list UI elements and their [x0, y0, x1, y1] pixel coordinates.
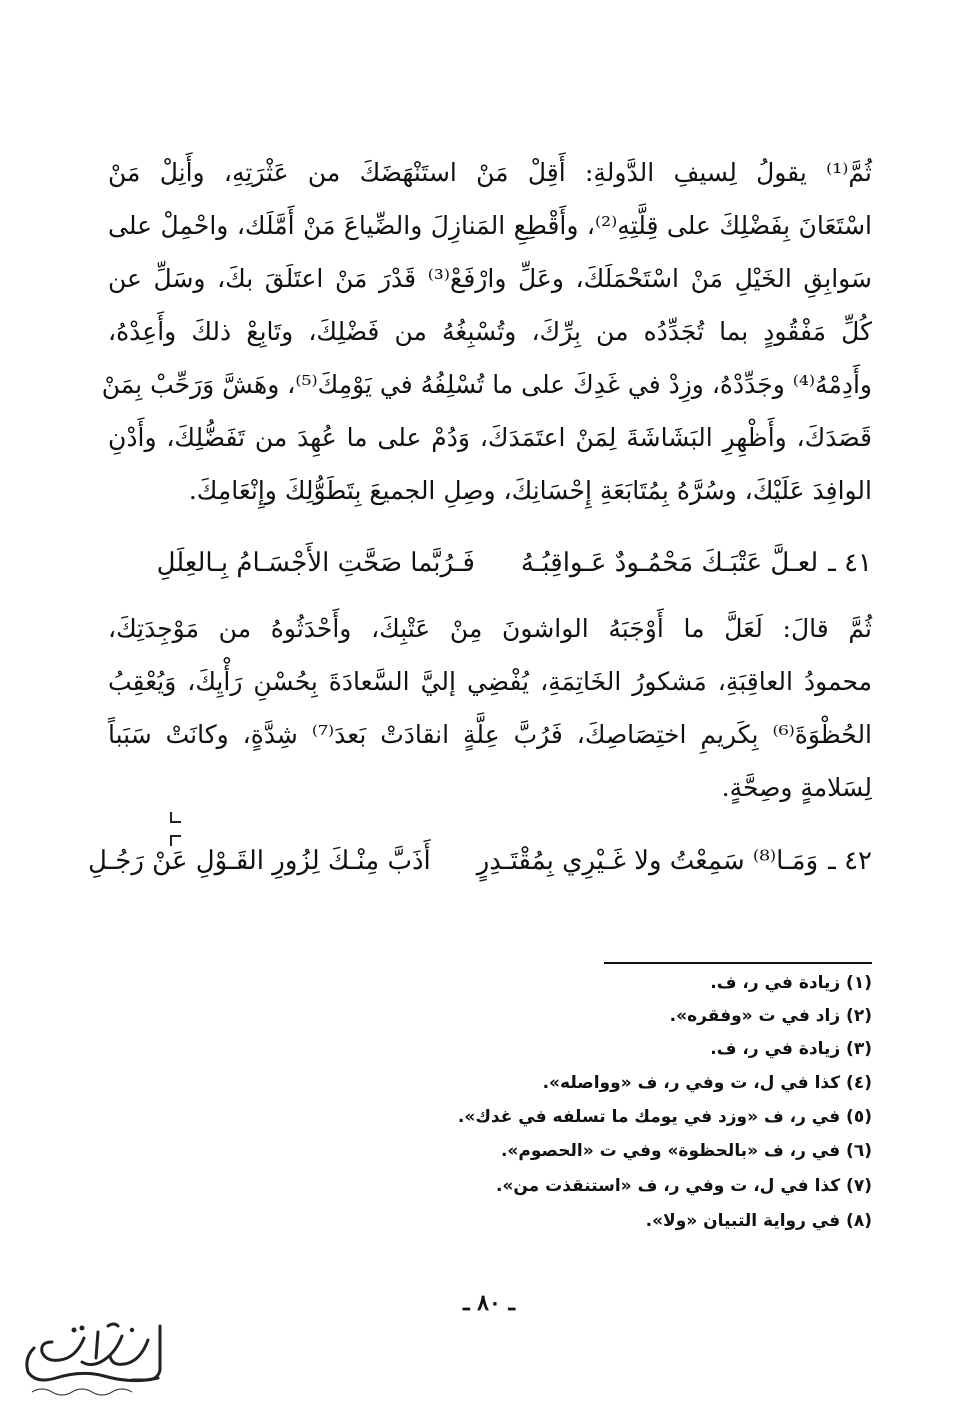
paragraph2-line-2: محمودُ العاقِبَةِ، مَشكورُ الخَاتِمَةِ، يُفْضِي إليَّ السَّعادَةَ بِحُسْنِ رَأْيِكَ، وَيُعْقِبُ — [108, 667, 872, 696]
paragraph1-line-4: كُلِّ مَفْقُودٍ بما تُجَدِّدُه من بِرِّكَ، وتُسْبِغُهُ من فَضْلِكَ، وتَابِعْ ذلكَ وأَعِدْهُ، — [108, 317, 872, 346]
verse-hemistich-1: لعـلَّ عَتْبَـكَ مَحْمُـودٌ عَـواقِبُـهُ — [520, 548, 819, 578]
footnote: (٦) في ر، ف «بالحظوة» وفي ت «الحصوم». — [500, 1141, 872, 1161]
paragraph2-line-1: ثُمَّ قالَ: لَعَلَّ ما أَوْجَبَهُ الواشونَ مِنْ عَتْبِكَ، وأَحْدَثُوهُ من مَوْجِدَتِكَ، — [108, 614, 872, 643]
footnote: (٢) زاد في ت «وفقره». — [669, 1006, 872, 1026]
footnote: (٨) في رواية التبيان «ولا». — [645, 1211, 872, 1231]
verse-hemistich-1: وَمَـا⁽⁸⁾ سَمِعْتُ ولا غَـيْرِي بِمُقْتَـدِرٍ — [476, 846, 819, 876]
footnote: (٤) كذا في ل، ت وفي ر، ف «وواصله». — [542, 1073, 872, 1093]
footnote: (٣) زيادة في ر، ف. — [710, 1039, 872, 1059]
paragraph1-line-5: وأَدِمْهُ⁽⁴⁾ وجَدِّدْهُ، وزِدْ في غَدِكَ على ما تُسْلِفُهُ في يَوْمِكَ⁽⁵⁾، وهَشَّ وَرَحِّبْ بِمَنْ — [101, 370, 872, 399]
verse-hemistich-2: أَذَبَّ مِنْـكَ لِزُورِ القَـوْلِ عَنْ رَجُـلِ — [87, 846, 431, 876]
calligraphy-stamp-logo — [12, 1318, 172, 1402]
paragraph1-line-7: الوافِدَ عَلَيْكَ، وسُرَّهُ بِمُتَابَعَةِ إِحْسَانِكَ، وصِلِ الجميعَ بِتَطَوُّلِكَ وإِنْعَامِكَ. — [188, 476, 872, 505]
footnote: (٥) في ر، ف «وزد في يومك ما تسلفه في غدك». — [457, 1107, 872, 1127]
footnote: (١) زيادة في ر، ف. — [710, 973, 872, 993]
verse-number: ٤١ ـ — [828, 548, 872, 578]
page-number: ـ ٨٠ ـ — [463, 1290, 515, 1316]
bracket-mark — [170, 812, 181, 823]
footnote: (٧) كذا في ل، ت وفي ر، ف «استنقذت من». — [495, 1176, 872, 1196]
verse-number: ٤٢ ـ — [828, 846, 872, 876]
verse-41 — [108, 540, 872, 586]
paragraph1-line-2: اسْتَعَانَ بِفَضْلِكَ على قِلَّتِهِ⁽²⁾، وأَقْطِعِ المَنازِلَ والضِّياعَ مَنْ أَمَّلَك، واحْمِلْ على — [108, 211, 872, 240]
paragraph2-line-3: الحُظْوَةَ⁽⁶⁾ بِكَريمِ اختِصَاصِكَ، فَرُبَّ عِلَّةٍ انقادَتْ بَعدَ⁽⁷⁾ شِدَّةٍ، وكانَتْ سَبَباً — [108, 720, 873, 749]
paragraph1-line-1: ثُمَّ⁽¹⁾ يقولُ لِسيفِ الدَّولةِ: أَقِلْ مَنْ استَنْهَضَكَ من عَثْرَتِهِ، وأَنِلْ مَنْ — [108, 158, 872, 187]
paragraph2-line-4: لِسَلامةٍ وصِحَّةٍ. — [721, 773, 872, 802]
paragraph1-line-3: سَوابِقِ الخَيْلِ مَنْ اسْتَحْمَلَكَ، وعَلِّ وارْفَعْ⁽³⁾ قَدْرَ مَنْ اعتَلَقَ بكَ، وسَلِّ عن — [108, 264, 872, 293]
verse-42 — [87, 838, 872, 884]
paragraph1-line-6: قَصَدَكَ، وأَظْهِرِ البَشَاشَةَ لِمَنْ اعتَمَدَكَ، وَدُمْ على ما عُهِدَ من تَفَضُّلِكَ، وأَدْنِ — [108, 423, 872, 452]
footnote-divider — [604, 962, 872, 964]
verse-hemistich-2: فَـرُبَّما صَحَّتِ الأَجْسَـامُ بِـالعِلَلِ — [156, 548, 475, 578]
